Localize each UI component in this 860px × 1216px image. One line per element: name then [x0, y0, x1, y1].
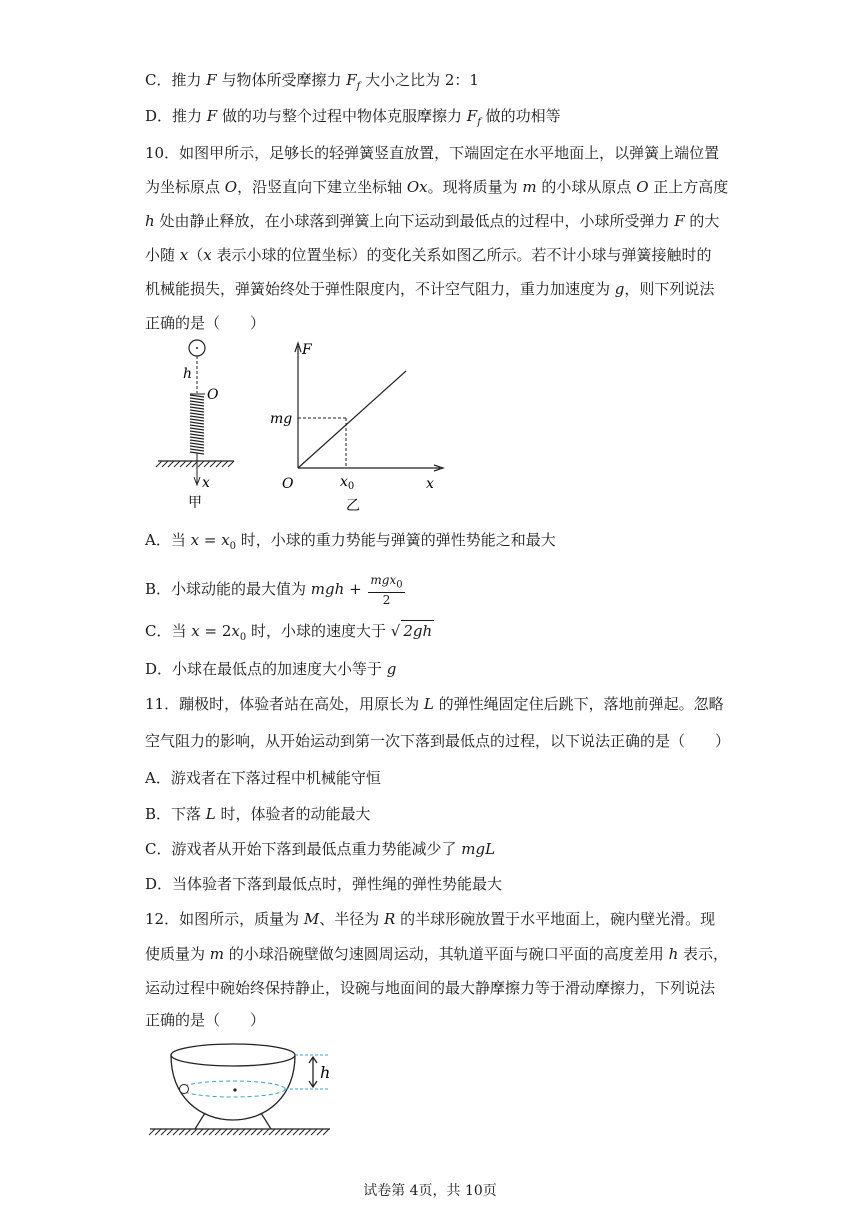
q10-option-a: A．当 $x = x_0$ 时，小球的重力势能与弹簧的弹性势能之和最大	[145, 531, 556, 552]
q9-option-c: C．推力 F 与物体所受摩擦力 $F_f$ 大小之比为 2：1	[145, 71, 479, 92]
q10-stem-line-2: 为坐标原点 O，沿竖直向下建立坐标轴 Ox。现将质量为 m 的小球从原点 O 正上方高度	[145, 178, 729, 196]
q11-stem-line-2: 空气阻力的影响，从开始运动到第一次下落到最低点的过程，以下说法正确的是（ ）	[145, 732, 731, 750]
orbit-center	[233, 1088, 236, 1091]
spring-coils	[190, 395, 204, 454]
figure-bowl	[145, 1035, 345, 1140]
q10-stem-line-1: 10．如图甲所示，足够长的轻弹簧竖直放置，下端固定在水平地面上，以弹簧上端位置	[145, 144, 720, 162]
q11-stem-line-1: 11．蹦极时，体验者站在高处，用原长为 L 的弹性绳固定住后跳下，落地前弹起。忽略	[145, 695, 724, 713]
force-line	[298, 371, 406, 468]
q12-stem-line-1: 12．如图所示，质量为 M、半径为 R 的半球形碗放置于水平地面上，碗内壁光滑。现	[145, 910, 716, 928]
label-h: h	[183, 366, 193, 382]
q12-stem-line-3: 运动过程中碗始终保持静止，设碗与地面间的最大静摩擦力等于滑动摩擦力，下列说法	[145, 979, 716, 997]
q10-option-b: B．小球动能的最大值为 mgh + $\frac{mgx_0}{2}$	[145, 572, 403, 608]
label-h: h	[320, 1063, 331, 1082]
caption-jia: 甲	[188, 495, 202, 511]
q10-option-c: C．当 $x = 2x_0$ 时，小球的速度大于 √ 2gh	[145, 622, 433, 643]
q11-option-a: A．游戏者在下落过程中机械能守恒	[145, 769, 381, 787]
label-o: O	[207, 387, 219, 403]
bowl-rim	[171, 1044, 295, 1066]
label-origin: O	[282, 476, 294, 492]
q11-option-d: D．当体验者下落到最低点时，弹性绳的弹性势能最大	[145, 875, 503, 893]
label-x0: $x_0$	[340, 474, 355, 492]
q10-stem-line-4: 小随 x（x 表示小球的位置坐标）的变化关系如图乙所示。若不计小球与弹簧接触时的	[145, 246, 712, 264]
q11-option-b: B．下落 L 时，体验者的动能最大	[145, 805, 371, 823]
axis-x: x	[426, 476, 434, 492]
label-mg: mg	[270, 411, 293, 427]
q12-stem-line-4: 正确的是（ ）	[145, 1011, 266, 1029]
bowl-body	[171, 1055, 295, 1120]
q10-stem-line-3: h 处由静止释放，在小球落到弹簧上向下运动到最低点的过程中，小球所受弹力 F 的大	[145, 212, 720, 230]
q10-stem-line-6: 正确的是（ ）	[145, 314, 266, 332]
q9-option-d: D．推力 F 做的功与整个过程中物体克服摩擦力 $F_f$ 做的功相等	[145, 107, 561, 128]
axis-f: F	[302, 342, 312, 358]
q12-stem-line-2: 使质量为 m 的小球沿碗壁做匀速圆周运动，其轨道平面与碗口平面的高度差用 h 表示，	[145, 945, 729, 963]
label-x: x	[202, 475, 210, 491]
q10-stem-line-5: 机械能损失，弹簧始终处于弹性限度内，不计空气阻力，重力加速度为 g，则下列说法	[145, 280, 715, 298]
q11-option-c: C．游戏者从开始下落到最低点重力势能减少了 mgL	[145, 840, 496, 858]
q10-option-d: D．小球在最低点的加速度大小等于 g	[145, 660, 397, 678]
small-ball	[180, 1085, 189, 1094]
caption-yi: 乙	[346, 498, 360, 514]
figure-jia-spring	[150, 335, 250, 510]
orbit	[181, 1081, 285, 1097]
figure-yi-graph	[268, 338, 448, 513]
page-footer: 试卷第 4页，共 10页	[363, 1183, 497, 1199]
